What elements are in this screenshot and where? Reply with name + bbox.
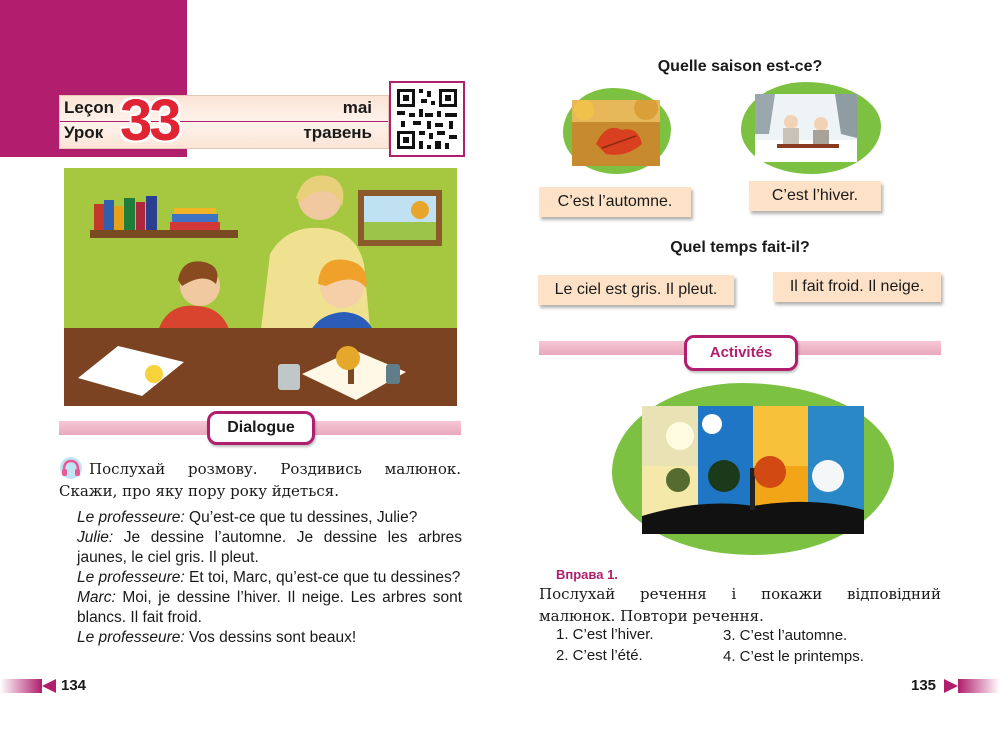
month-ua: травень [303,123,372,142]
snow-caption: Il fait froid. Il neige. [773,272,941,302]
listening-instruction [59,457,461,502]
lesson-header-divider [60,121,388,122]
dialogue-speech: Et toi, Marc, qu’est-ce que tu dessines? [184,569,461,586]
page-bar-left [0,679,42,693]
dialogue-speech: Vos dessins sont beaux! [184,629,357,646]
answer-item: 3. C’est l’automne. [723,627,848,644]
classroom-illustration [64,168,457,406]
month-fr: mai [342,98,372,117]
winter-sled-photo [755,94,857,162]
page-number-left: 134 [61,677,87,694]
dialogue-line [77,528,462,568]
autumn-caption: C’est l’automne. [539,187,691,217]
four-seasons-picture [642,406,864,534]
season-question: Quelle saison est-ce? [657,58,823,75]
headphones-icon[interactable] [59,457,83,479]
lesson-number: 33 [120,88,179,153]
dialogue-line [77,568,462,588]
dialogue-speech: Je dessine l’automne. Je dessine les arbres jaunes, le ciel gris. Il pleut. [77,529,462,566]
dialogue-section-title: Dialogue [207,411,315,445]
dialogue-speaker: Julie: [77,529,114,546]
exercise-instruction: Послухай речення і покажи відповідний малюнок. Повтори речення. [539,585,941,625]
dialogue-speaker: Le professeure: [77,509,185,526]
lesson-header [59,88,389,153]
activities-section-title: Activités [684,335,798,371]
answer-item: 1. C’est l’hiver. [556,626,654,643]
page-number-right: 135 [911,677,937,694]
page-arrow-right-icon[interactable] [944,679,958,693]
winter-caption: C’est l’hiver. [749,181,881,211]
dialogue-line [77,588,462,628]
page-arrow-left-icon[interactable] [42,679,56,693]
listening-instruction-text: Послухай розмову. Роздивись малюнок. Скажи, про яку пору року йдеться. [59,460,461,500]
dialogue-speaker: Le professeure: [77,569,185,586]
lesson-label-fr: Leçon [64,98,115,117]
answer-item: 2. C’est l’été. [556,647,643,664]
rain-caption: Le ciel est gris. Il pleut. [538,275,734,305]
dialogue-text [77,508,462,648]
dialogue-speaker: Le professeure: [77,629,185,646]
dialogue-line [77,508,462,528]
dialogue-speaker: Marc: [77,589,116,606]
weather-question: Quel temps fait-il? [670,239,810,256]
qr-code-icon[interactable] [389,81,465,157]
dialogue-speech: Qu’est-ce que tu dessines, Julie? [184,509,418,526]
page-bar-right [958,679,1000,693]
exercise-title: Вправа 1. [556,567,618,582]
dialogue-line [77,628,462,648]
answer-item: 4. C’est le printemps. [723,648,864,665]
dialogue-speech: Moi, je dessine l’hiver. Il neige. Les arbres sont blancs. Il fait froid. [77,589,462,626]
autumn-leaf-photo [572,100,660,166]
lesson-label-ua: Урок [64,123,104,142]
